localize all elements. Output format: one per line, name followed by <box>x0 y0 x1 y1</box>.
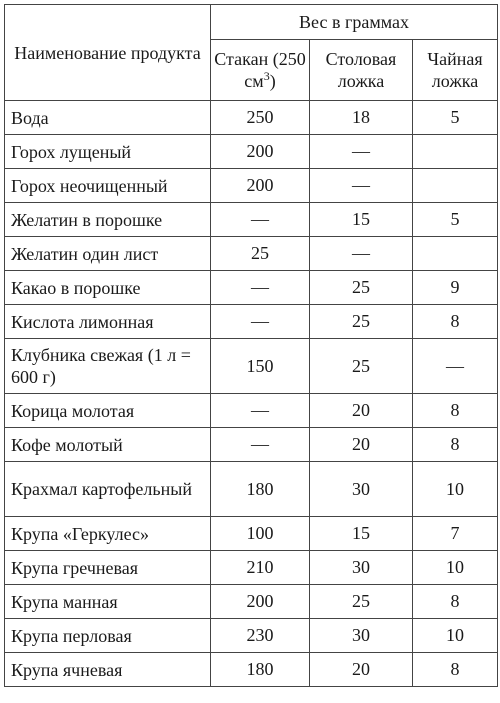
cell-glass: 200 <box>211 169 310 203</box>
cell-name: Крупа перловая <box>5 619 211 653</box>
cell-teaspoon: 9 <box>413 271 498 305</box>
cell-teaspoon: 8 <box>413 305 498 339</box>
header-weight-group-label: Вес в граммах <box>299 12 409 32</box>
cell-glass: 210 <box>211 551 310 585</box>
cell-glass: — <box>211 271 310 305</box>
cell-teaspoon: 10 <box>413 462 498 517</box>
cell-tablespoon: — <box>310 169 413 203</box>
cell-teaspoon <box>413 237 498 271</box>
cell-glass: — <box>211 428 310 462</box>
table-row <box>5 619 498 653</box>
cell-teaspoon: 5 <box>413 203 498 237</box>
cell-tablespoon: 20 <box>310 394 413 428</box>
cell-glass: 25 <box>211 237 310 271</box>
table-row <box>5 462 498 517</box>
cell-name: Желатин в порошке <box>5 203 211 237</box>
cell-name: Крупа манная <box>5 585 211 619</box>
cell-teaspoon: 8 <box>413 394 498 428</box>
cell-teaspoon: 5 <box>413 101 498 135</box>
cell-teaspoon: 8 <box>413 653 498 687</box>
cell-name: Крупа «Геркулес» <box>5 517 211 551</box>
table-row <box>5 428 498 462</box>
cell-teaspoon: 10 <box>413 551 498 585</box>
cell-tablespoon: 25 <box>310 271 413 305</box>
cell-tablespoon: 15 <box>310 517 413 551</box>
table-row <box>5 101 498 135</box>
cell-name: Горох неочищенный <box>5 169 211 203</box>
cell-teaspoon <box>413 169 498 203</box>
cell-name: Кофе молотый <box>5 428 211 462</box>
header-glass <box>211 40 310 101</box>
cell-glass: 180 <box>211 653 310 687</box>
cell-tablespoon: 25 <box>310 305 413 339</box>
cell-glass: 250 <box>211 101 310 135</box>
cell-name: Какао в порошке <box>5 271 211 305</box>
table-row <box>5 339 498 394</box>
table-row <box>5 585 498 619</box>
cell-name: Крупа гречневая <box>5 551 211 585</box>
cell-name: Клубника свежая (1 л = 600 г) <box>5 339 211 394</box>
cell-name: Крахмал картофельный <box>5 462 211 517</box>
header-product-label: Наименование продукта <box>14 42 201 63</box>
cell-glass: 200 <box>211 585 310 619</box>
header-tablespoon-label: Столовая ложка <box>325 49 397 91</box>
cell-teaspoon: 8 <box>413 428 498 462</box>
cell-teaspoon: 7 <box>413 517 498 551</box>
cell-tablespoon: — <box>310 135 413 169</box>
cell-teaspoon: 10 <box>413 619 498 653</box>
table-row <box>5 551 498 585</box>
header-weight-group <box>211 5 498 40</box>
header-glass-sup: 3 <box>263 69 270 83</box>
header-tablespoon <box>310 40 413 101</box>
cell-tablespoon: 25 <box>310 339 413 394</box>
header-glass-label: Стакан (250 см <box>214 49 306 91</box>
cell-tablespoon: 30 <box>310 619 413 653</box>
cell-tablespoon: 25 <box>310 585 413 619</box>
header-teaspoon <box>413 40 498 101</box>
table-row <box>5 653 498 687</box>
cell-teaspoon: 8 <box>413 585 498 619</box>
cell-glass: 180 <box>211 462 310 517</box>
cell-tablespoon: 15 <box>310 203 413 237</box>
table-row <box>5 237 498 271</box>
header-glass-end: ) <box>269 71 276 91</box>
cell-glass: — <box>211 394 310 428</box>
table-row <box>5 169 498 203</box>
cell-tablespoon: 20 <box>310 428 413 462</box>
cell-name: Вода <box>5 101 211 135</box>
cell-glass: — <box>211 305 310 339</box>
header-product <box>5 5 211 101</box>
cell-glass: 150 <box>211 339 310 394</box>
cell-glass: 230 <box>211 619 310 653</box>
cell-tablespoon: 30 <box>310 462 413 517</box>
table-row <box>5 135 498 169</box>
cell-name: Желатин один лист <box>5 237 211 271</box>
cell-name: Горох лущеный <box>5 135 211 169</box>
cell-tablespoon: 20 <box>310 653 413 687</box>
cell-glass: 100 <box>211 517 310 551</box>
cell-name: Крупа ячневая <box>5 653 211 687</box>
cell-teaspoon: — <box>413 339 498 394</box>
table-row <box>5 271 498 305</box>
cell-tablespoon: — <box>310 237 413 271</box>
table-row <box>5 394 498 428</box>
cell-name: Кислота лимонная <box>5 305 211 339</box>
header-teaspoon-label: Чайная ложка <box>427 49 483 91</box>
weights-table <box>4 4 498 687</box>
cell-tablespoon: 30 <box>310 551 413 585</box>
table-row <box>5 203 498 237</box>
cell-tablespoon: 18 <box>310 101 413 135</box>
table-row <box>5 517 498 551</box>
table-row <box>5 305 498 339</box>
cell-glass: — <box>211 203 310 237</box>
cell-name: Корица молотая <box>5 394 211 428</box>
cell-teaspoon <box>413 135 498 169</box>
cell-glass: 200 <box>211 135 310 169</box>
